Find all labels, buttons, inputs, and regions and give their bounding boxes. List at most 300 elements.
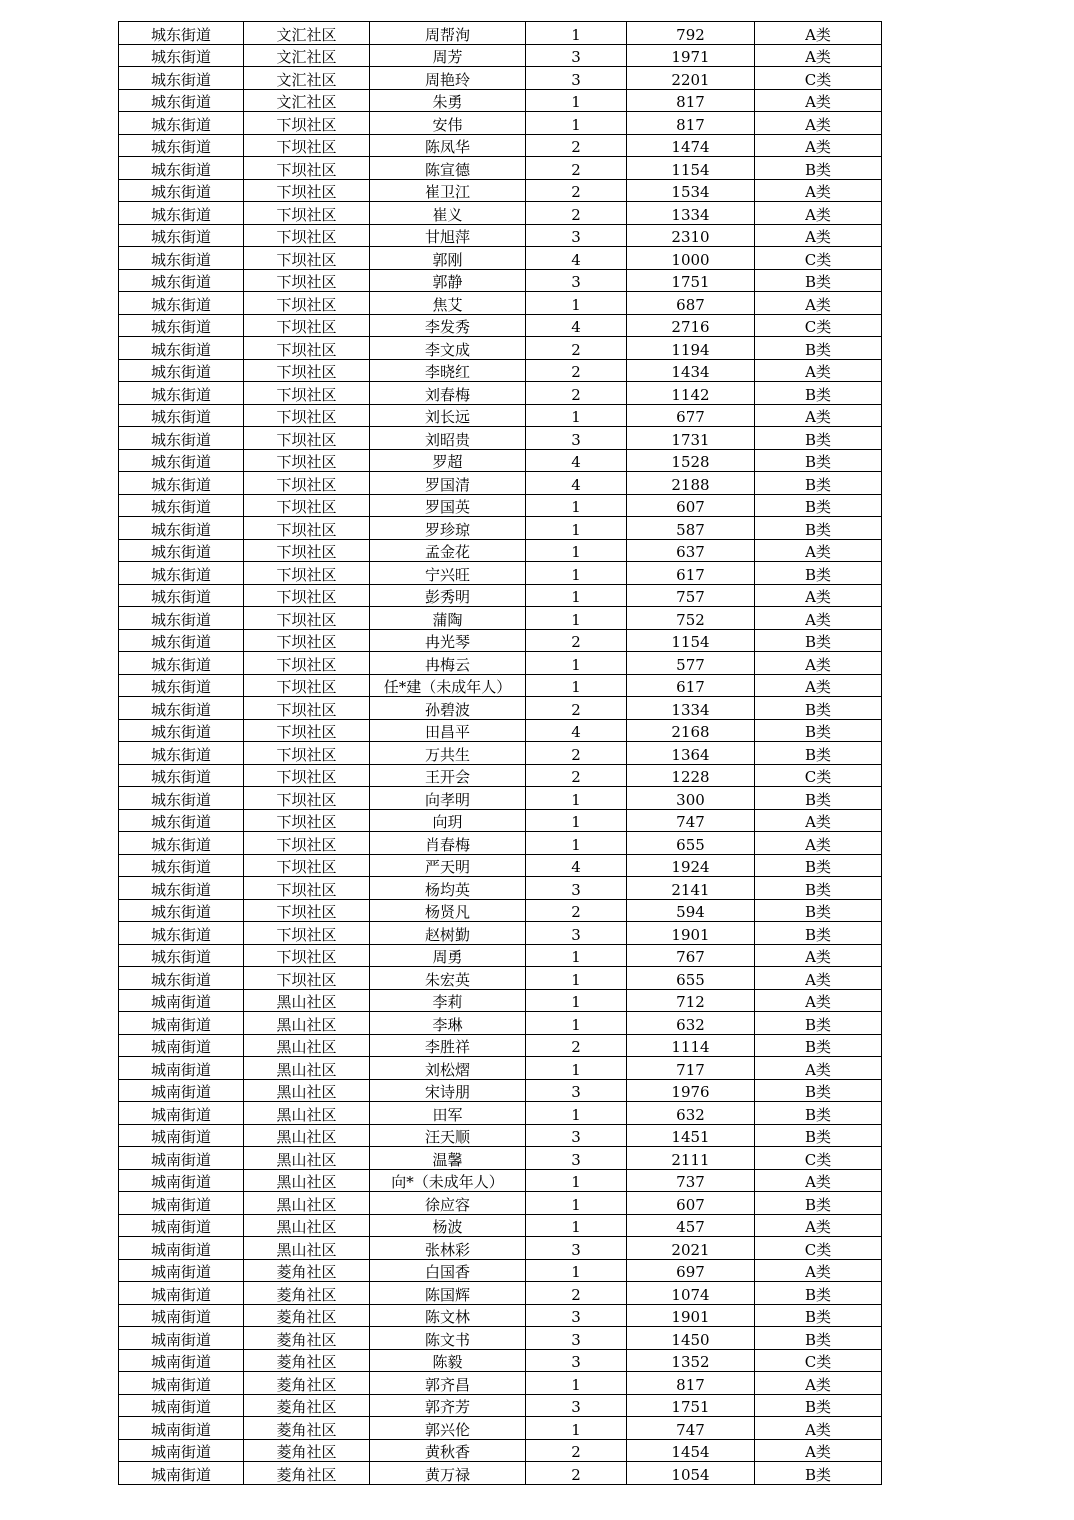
household-size-cell: 1 xyxy=(526,967,627,990)
name-cell: 白国香 xyxy=(370,1259,526,1282)
amount-cell: 655 xyxy=(627,967,755,990)
category-cell: B类 xyxy=(755,787,882,810)
amount-cell: 1228 xyxy=(627,764,755,787)
name-cell: 杨贤凡 xyxy=(370,899,526,922)
household-size-cell: 2 xyxy=(526,1034,627,1057)
table-row xyxy=(119,22,882,45)
community-cell: 菱角社区 xyxy=(244,1462,370,1485)
name-cell: 崔义 xyxy=(370,202,526,225)
household-size-cell: 4 xyxy=(526,719,627,742)
name-cell: 向*（未成年人） xyxy=(370,1169,526,1192)
community-cell: 黑山社区 xyxy=(244,1034,370,1057)
street-cell: 城南街道 xyxy=(119,1417,244,1440)
household-size-cell: 1 xyxy=(526,809,627,832)
table-row xyxy=(119,967,882,990)
name-cell: 李文成 xyxy=(370,337,526,360)
amount-cell: 697 xyxy=(627,1259,755,1282)
table-row xyxy=(119,1192,882,1215)
table-row xyxy=(119,1102,882,1125)
table-row xyxy=(119,1237,882,1260)
community-cell: 黑山社区 xyxy=(244,1057,370,1080)
community-cell: 菱角社区 xyxy=(244,1417,370,1440)
community-cell: 黑山社区 xyxy=(244,1192,370,1215)
household-size-cell: 3 xyxy=(526,1394,627,1417)
household-size-cell: 3 xyxy=(526,1304,627,1327)
amount-cell: 617 xyxy=(627,674,755,697)
street-cell: 城东街道 xyxy=(119,764,244,787)
name-cell: 李琳 xyxy=(370,1012,526,1035)
amount-cell: 752 xyxy=(627,607,755,630)
street-cell: 城南街道 xyxy=(119,1372,244,1395)
community-cell: 下坝社区 xyxy=(244,539,370,562)
street-cell: 城东街道 xyxy=(119,494,244,517)
amount-cell: 1334 xyxy=(627,202,755,225)
community-cell: 下坝社区 xyxy=(244,877,370,900)
table-row xyxy=(119,877,882,900)
household-size-cell: 3 xyxy=(526,269,627,292)
street-cell: 城东街道 xyxy=(119,67,244,90)
street-cell: 城东街道 xyxy=(119,112,244,135)
community-cell: 下坝社区 xyxy=(244,764,370,787)
street-cell: 城南街道 xyxy=(119,1237,244,1260)
category-cell: A类 xyxy=(755,44,882,67)
name-cell: 杨均英 xyxy=(370,877,526,900)
category-cell: A类 xyxy=(755,1417,882,1440)
amount-cell: 577 xyxy=(627,652,755,675)
amount-cell: 1142 xyxy=(627,382,755,405)
household-size-cell: 3 xyxy=(526,877,627,900)
table-row xyxy=(119,337,882,360)
amount-cell: 1751 xyxy=(627,1394,755,1417)
amount-cell: 2111 xyxy=(627,1147,755,1170)
community-cell: 下坝社区 xyxy=(244,607,370,630)
table-row xyxy=(119,1169,882,1192)
street-cell: 城南街道 xyxy=(119,1057,244,1080)
household-size-cell: 2 xyxy=(526,382,627,405)
category-cell: A类 xyxy=(755,967,882,990)
amount-cell: 617 xyxy=(627,562,755,585)
category-cell: B类 xyxy=(755,269,882,292)
table-row xyxy=(119,1012,882,1035)
category-cell: B类 xyxy=(755,899,882,922)
category-cell: C类 xyxy=(755,247,882,270)
category-cell: A类 xyxy=(755,112,882,135)
name-cell: 刘松熠 xyxy=(370,1057,526,1080)
community-cell: 黑山社区 xyxy=(244,1124,370,1147)
community-cell: 黑山社区 xyxy=(244,989,370,1012)
table-row xyxy=(119,539,882,562)
street-cell: 城南街道 xyxy=(119,1124,244,1147)
category-cell: A类 xyxy=(755,89,882,112)
table-row xyxy=(119,269,882,292)
amount-cell: 1901 xyxy=(627,922,755,945)
category-cell: A类 xyxy=(755,989,882,1012)
name-cell: 周帮洵 xyxy=(370,22,526,45)
name-cell: 宋诗朋 xyxy=(370,1079,526,1102)
household-size-cell: 1 xyxy=(526,1169,627,1192)
category-cell: A类 xyxy=(755,179,882,202)
street-cell: 城南街道 xyxy=(119,1304,244,1327)
street-cell: 城南街道 xyxy=(119,1192,244,1215)
street-cell: 城南街道 xyxy=(119,1282,244,1305)
name-cell: 温馨 xyxy=(370,1147,526,1170)
name-cell: 罗国清 xyxy=(370,472,526,495)
amount-cell: 2310 xyxy=(627,224,755,247)
street-cell: 城南街道 xyxy=(119,1034,244,1057)
community-cell: 菱角社区 xyxy=(244,1372,370,1395)
category-cell: A类 xyxy=(755,1372,882,1395)
amount-cell: 817 xyxy=(627,112,755,135)
household-size-cell: 1 xyxy=(526,1372,627,1395)
name-cell: 陈毅 xyxy=(370,1349,526,1372)
table-row xyxy=(119,584,882,607)
community-cell: 菱角社区 xyxy=(244,1327,370,1350)
category-cell: B类 xyxy=(755,1102,882,1125)
category-cell: A类 xyxy=(755,1169,882,1192)
table-row xyxy=(119,899,882,922)
category-cell: B类 xyxy=(755,427,882,450)
street-cell: 城东街道 xyxy=(119,854,244,877)
category-cell: A类 xyxy=(755,584,882,607)
household-size-cell: 4 xyxy=(526,472,627,495)
name-cell: 黄秋香 xyxy=(370,1439,526,1462)
table-row xyxy=(119,134,882,157)
household-size-cell: 4 xyxy=(526,314,627,337)
community-cell: 下坝社区 xyxy=(244,809,370,832)
amount-cell: 792 xyxy=(627,22,755,45)
street-cell: 城南街道 xyxy=(119,1147,244,1170)
table-row xyxy=(119,359,882,382)
street-cell: 城南街道 xyxy=(119,1102,244,1125)
category-cell: B类 xyxy=(755,494,882,517)
amount-cell: 1534 xyxy=(627,179,755,202)
amount-cell: 2021 xyxy=(627,1237,755,1260)
category-cell: C类 xyxy=(755,314,882,337)
community-cell: 下坝社区 xyxy=(244,382,370,405)
table-row xyxy=(119,67,882,90)
amount-cell: 594 xyxy=(627,899,755,922)
table-row xyxy=(119,922,882,945)
household-size-cell: 3 xyxy=(526,224,627,247)
amount-cell: 687 xyxy=(627,292,755,315)
amount-cell: 1454 xyxy=(627,1439,755,1462)
category-cell: A类 xyxy=(755,1214,882,1237)
street-cell: 城南街道 xyxy=(119,1079,244,1102)
community-cell: 下坝社区 xyxy=(244,269,370,292)
category-cell: A类 xyxy=(755,22,882,45)
street-cell: 城东街道 xyxy=(119,629,244,652)
household-size-cell: 2 xyxy=(526,629,627,652)
amount-cell: 1971 xyxy=(627,44,755,67)
name-cell: 冉光琴 xyxy=(370,629,526,652)
name-cell: 李晓红 xyxy=(370,359,526,382)
community-cell: 下坝社区 xyxy=(244,179,370,202)
street-cell: 城东街道 xyxy=(119,44,244,67)
community-cell: 下坝社区 xyxy=(244,494,370,517)
table-row xyxy=(119,224,882,247)
household-size-cell: 1 xyxy=(526,607,627,630)
street-cell: 城南街道 xyxy=(119,1439,244,1462)
household-size-cell: 2 xyxy=(526,764,627,787)
community-cell: 文汇社区 xyxy=(244,22,370,45)
category-cell: A类 xyxy=(755,1259,882,1282)
community-cell: 黑山社区 xyxy=(244,1214,370,1237)
household-size-cell: 2 xyxy=(526,697,627,720)
name-cell: 郭静 xyxy=(370,269,526,292)
community-cell: 文汇社区 xyxy=(244,67,370,90)
category-cell: A类 xyxy=(755,202,882,225)
street-cell: 城东街道 xyxy=(119,157,244,180)
name-cell: 蒲陶 xyxy=(370,607,526,630)
amount-cell: 737 xyxy=(627,1169,755,1192)
household-size-cell: 2 xyxy=(526,202,627,225)
name-cell: 罗国英 xyxy=(370,494,526,517)
category-cell: A类 xyxy=(755,292,882,315)
table-row xyxy=(119,764,882,787)
category-cell: B类 xyxy=(755,1304,882,1327)
table-row xyxy=(119,1259,882,1282)
amount-cell: 677 xyxy=(627,404,755,427)
amount-cell: 1352 xyxy=(627,1349,755,1372)
household-size-cell: 3 xyxy=(526,1327,627,1350)
household-size-cell: 1 xyxy=(526,1417,627,1440)
name-cell: 田昌平 xyxy=(370,719,526,742)
table-row xyxy=(119,1124,882,1147)
community-cell: 下坝社区 xyxy=(244,134,370,157)
table-row xyxy=(119,854,882,877)
amount-cell: 712 xyxy=(627,989,755,1012)
category-cell: A类 xyxy=(755,944,882,967)
household-size-cell: 3 xyxy=(526,922,627,945)
street-cell: 城东街道 xyxy=(119,584,244,607)
name-cell: 严天明 xyxy=(370,854,526,877)
street-cell: 城南街道 xyxy=(119,1214,244,1237)
table-row xyxy=(119,1147,882,1170)
amount-cell: 1074 xyxy=(627,1282,755,1305)
name-cell: 张林彩 xyxy=(370,1237,526,1260)
category-cell: B类 xyxy=(755,449,882,472)
community-cell: 下坝社区 xyxy=(244,944,370,967)
name-cell: 周艳玲 xyxy=(370,67,526,90)
table-row xyxy=(119,787,882,810)
street-cell: 城南街道 xyxy=(119,1327,244,1350)
category-cell: B类 xyxy=(755,1012,882,1035)
amount-cell: 1114 xyxy=(627,1034,755,1057)
name-cell: 刘昭贵 xyxy=(370,427,526,450)
community-cell: 黑山社区 xyxy=(244,1169,370,1192)
community-cell: 菱角社区 xyxy=(244,1282,370,1305)
category-cell: B类 xyxy=(755,877,882,900)
street-cell: 城南街道 xyxy=(119,1012,244,1035)
household-size-cell: 1 xyxy=(526,944,627,967)
street-cell: 城东街道 xyxy=(119,832,244,855)
category-cell: B类 xyxy=(755,697,882,720)
table-row xyxy=(119,382,882,405)
amount-cell: 767 xyxy=(627,944,755,967)
category-cell: C类 xyxy=(755,1349,882,1372)
household-size-cell: 1 xyxy=(526,1259,627,1282)
community-cell: 下坝社区 xyxy=(244,224,370,247)
category-cell: A类 xyxy=(755,809,882,832)
amount-cell: 1474 xyxy=(627,134,755,157)
household-size-cell: 1 xyxy=(526,584,627,607)
community-cell: 下坝社区 xyxy=(244,584,370,607)
name-cell: 陈文林 xyxy=(370,1304,526,1327)
household-size-cell: 4 xyxy=(526,247,627,270)
amount-cell: 1976 xyxy=(627,1079,755,1102)
table-row xyxy=(119,697,882,720)
name-cell: 罗珍琼 xyxy=(370,517,526,540)
community-cell: 文汇社区 xyxy=(244,89,370,112)
amount-cell: 1751 xyxy=(627,269,755,292)
table-row xyxy=(119,1439,882,1462)
street-cell: 城东街道 xyxy=(119,22,244,45)
name-cell: 汪天顺 xyxy=(370,1124,526,1147)
household-size-cell: 3 xyxy=(526,1079,627,1102)
household-size-cell: 2 xyxy=(526,742,627,765)
category-cell: B类 xyxy=(755,629,882,652)
name-cell: 赵树勤 xyxy=(370,922,526,945)
amount-cell: 2716 xyxy=(627,314,755,337)
community-cell: 下坝社区 xyxy=(244,292,370,315)
amount-cell: 747 xyxy=(627,809,755,832)
household-size-cell: 2 xyxy=(526,134,627,157)
name-cell: 王开会 xyxy=(370,764,526,787)
table-row xyxy=(119,629,882,652)
street-cell: 城东街道 xyxy=(119,224,244,247)
household-size-cell: 1 xyxy=(526,832,627,855)
household-size-cell: 1 xyxy=(526,404,627,427)
household-size-cell: 1 xyxy=(526,112,627,135)
street-cell: 城东街道 xyxy=(119,89,244,112)
household-size-cell: 1 xyxy=(526,494,627,517)
name-cell: 安伟 xyxy=(370,112,526,135)
household-size-cell: 1 xyxy=(526,562,627,585)
community-cell: 下坝社区 xyxy=(244,742,370,765)
amount-cell: 607 xyxy=(627,1192,755,1215)
street-cell: 城东街道 xyxy=(119,742,244,765)
category-cell: C类 xyxy=(755,764,882,787)
category-cell: B类 xyxy=(755,1327,882,1350)
amount-cell: 2141 xyxy=(627,877,755,900)
community-cell: 下坝社区 xyxy=(244,629,370,652)
amount-cell: 1451 xyxy=(627,1124,755,1147)
table-row xyxy=(119,832,882,855)
household-size-cell: 2 xyxy=(526,337,627,360)
community-cell: 菱角社区 xyxy=(244,1439,370,1462)
household-size-cell: 2 xyxy=(526,157,627,180)
community-cell: 下坝社区 xyxy=(244,517,370,540)
amount-cell: 717 xyxy=(627,1057,755,1080)
household-size-cell: 1 xyxy=(526,89,627,112)
amount-cell: 1528 xyxy=(627,449,755,472)
household-size-cell: 3 xyxy=(526,67,627,90)
household-size-cell: 1 xyxy=(526,1057,627,1080)
category-cell: A类 xyxy=(755,832,882,855)
community-cell: 下坝社区 xyxy=(244,202,370,225)
name-cell: 李发秀 xyxy=(370,314,526,337)
category-cell: B类 xyxy=(755,1079,882,1102)
household-size-cell: 3 xyxy=(526,1124,627,1147)
community-cell: 下坝社区 xyxy=(244,854,370,877)
household-size-cell: 2 xyxy=(526,359,627,382)
community-cell: 下坝社区 xyxy=(244,359,370,382)
category-cell: B类 xyxy=(755,1462,882,1485)
table-row xyxy=(119,1282,882,1305)
household-size-cell: 1 xyxy=(526,22,627,45)
table-row xyxy=(119,247,882,270)
category-cell: B类 xyxy=(755,1192,882,1215)
street-cell: 城东街道 xyxy=(119,944,244,967)
name-cell: 崔卫江 xyxy=(370,179,526,202)
household-size-cell: 3 xyxy=(526,44,627,67)
category-cell: A类 xyxy=(755,404,882,427)
name-cell: 李莉 xyxy=(370,989,526,1012)
street-cell: 城南街道 xyxy=(119,1462,244,1485)
category-cell: B类 xyxy=(755,742,882,765)
household-size-cell: 1 xyxy=(526,517,627,540)
name-cell: 罗超 xyxy=(370,449,526,472)
street-cell: 城南街道 xyxy=(119,1349,244,1372)
household-size-cell: 1 xyxy=(526,989,627,1012)
community-cell: 下坝社区 xyxy=(244,922,370,945)
category-cell: B类 xyxy=(755,719,882,742)
community-cell: 下坝社区 xyxy=(244,899,370,922)
street-cell: 城东街道 xyxy=(119,269,244,292)
community-cell: 菱角社区 xyxy=(244,1304,370,1327)
street-cell: 城东街道 xyxy=(119,809,244,832)
street-cell: 城东街道 xyxy=(119,427,244,450)
community-cell: 文汇社区 xyxy=(244,44,370,67)
name-cell: 万共生 xyxy=(370,742,526,765)
street-cell: 城东街道 xyxy=(119,652,244,675)
name-cell: 郭刚 xyxy=(370,247,526,270)
street-cell: 城东街道 xyxy=(119,134,244,157)
household-size-cell: 1 xyxy=(526,1102,627,1125)
household-size-cell: 1 xyxy=(526,787,627,810)
table-row xyxy=(119,1417,882,1440)
table-row xyxy=(119,517,882,540)
amount-cell: 632 xyxy=(627,1102,755,1125)
household-size-cell: 1 xyxy=(526,1214,627,1237)
community-cell: 下坝社区 xyxy=(244,404,370,427)
table-row xyxy=(119,179,882,202)
category-cell: B类 xyxy=(755,517,882,540)
name-cell: 朱宏英 xyxy=(370,967,526,990)
amount-cell: 2201 xyxy=(627,67,755,90)
category-cell: A类 xyxy=(755,1057,882,1080)
street-cell: 城东街道 xyxy=(119,697,244,720)
table-row xyxy=(119,944,882,967)
category-cell: B类 xyxy=(755,337,882,360)
category-cell: B类 xyxy=(755,382,882,405)
amount-cell: 587 xyxy=(627,517,755,540)
amount-cell: 817 xyxy=(627,89,755,112)
category-cell: B类 xyxy=(755,1034,882,1057)
table-row xyxy=(119,1372,882,1395)
amount-cell: 1334 xyxy=(627,697,755,720)
street-cell: 城东街道 xyxy=(119,539,244,562)
table-row xyxy=(119,44,882,67)
name-cell: 冉梅云 xyxy=(370,652,526,675)
street-cell: 城东街道 xyxy=(119,899,244,922)
household-size-cell: 1 xyxy=(526,1012,627,1035)
table-row xyxy=(119,1034,882,1057)
street-cell: 城东街道 xyxy=(119,877,244,900)
name-cell: 陈宣德 xyxy=(370,157,526,180)
name-cell: 黄万禄 xyxy=(370,1462,526,1485)
community-cell: 下坝社区 xyxy=(244,674,370,697)
